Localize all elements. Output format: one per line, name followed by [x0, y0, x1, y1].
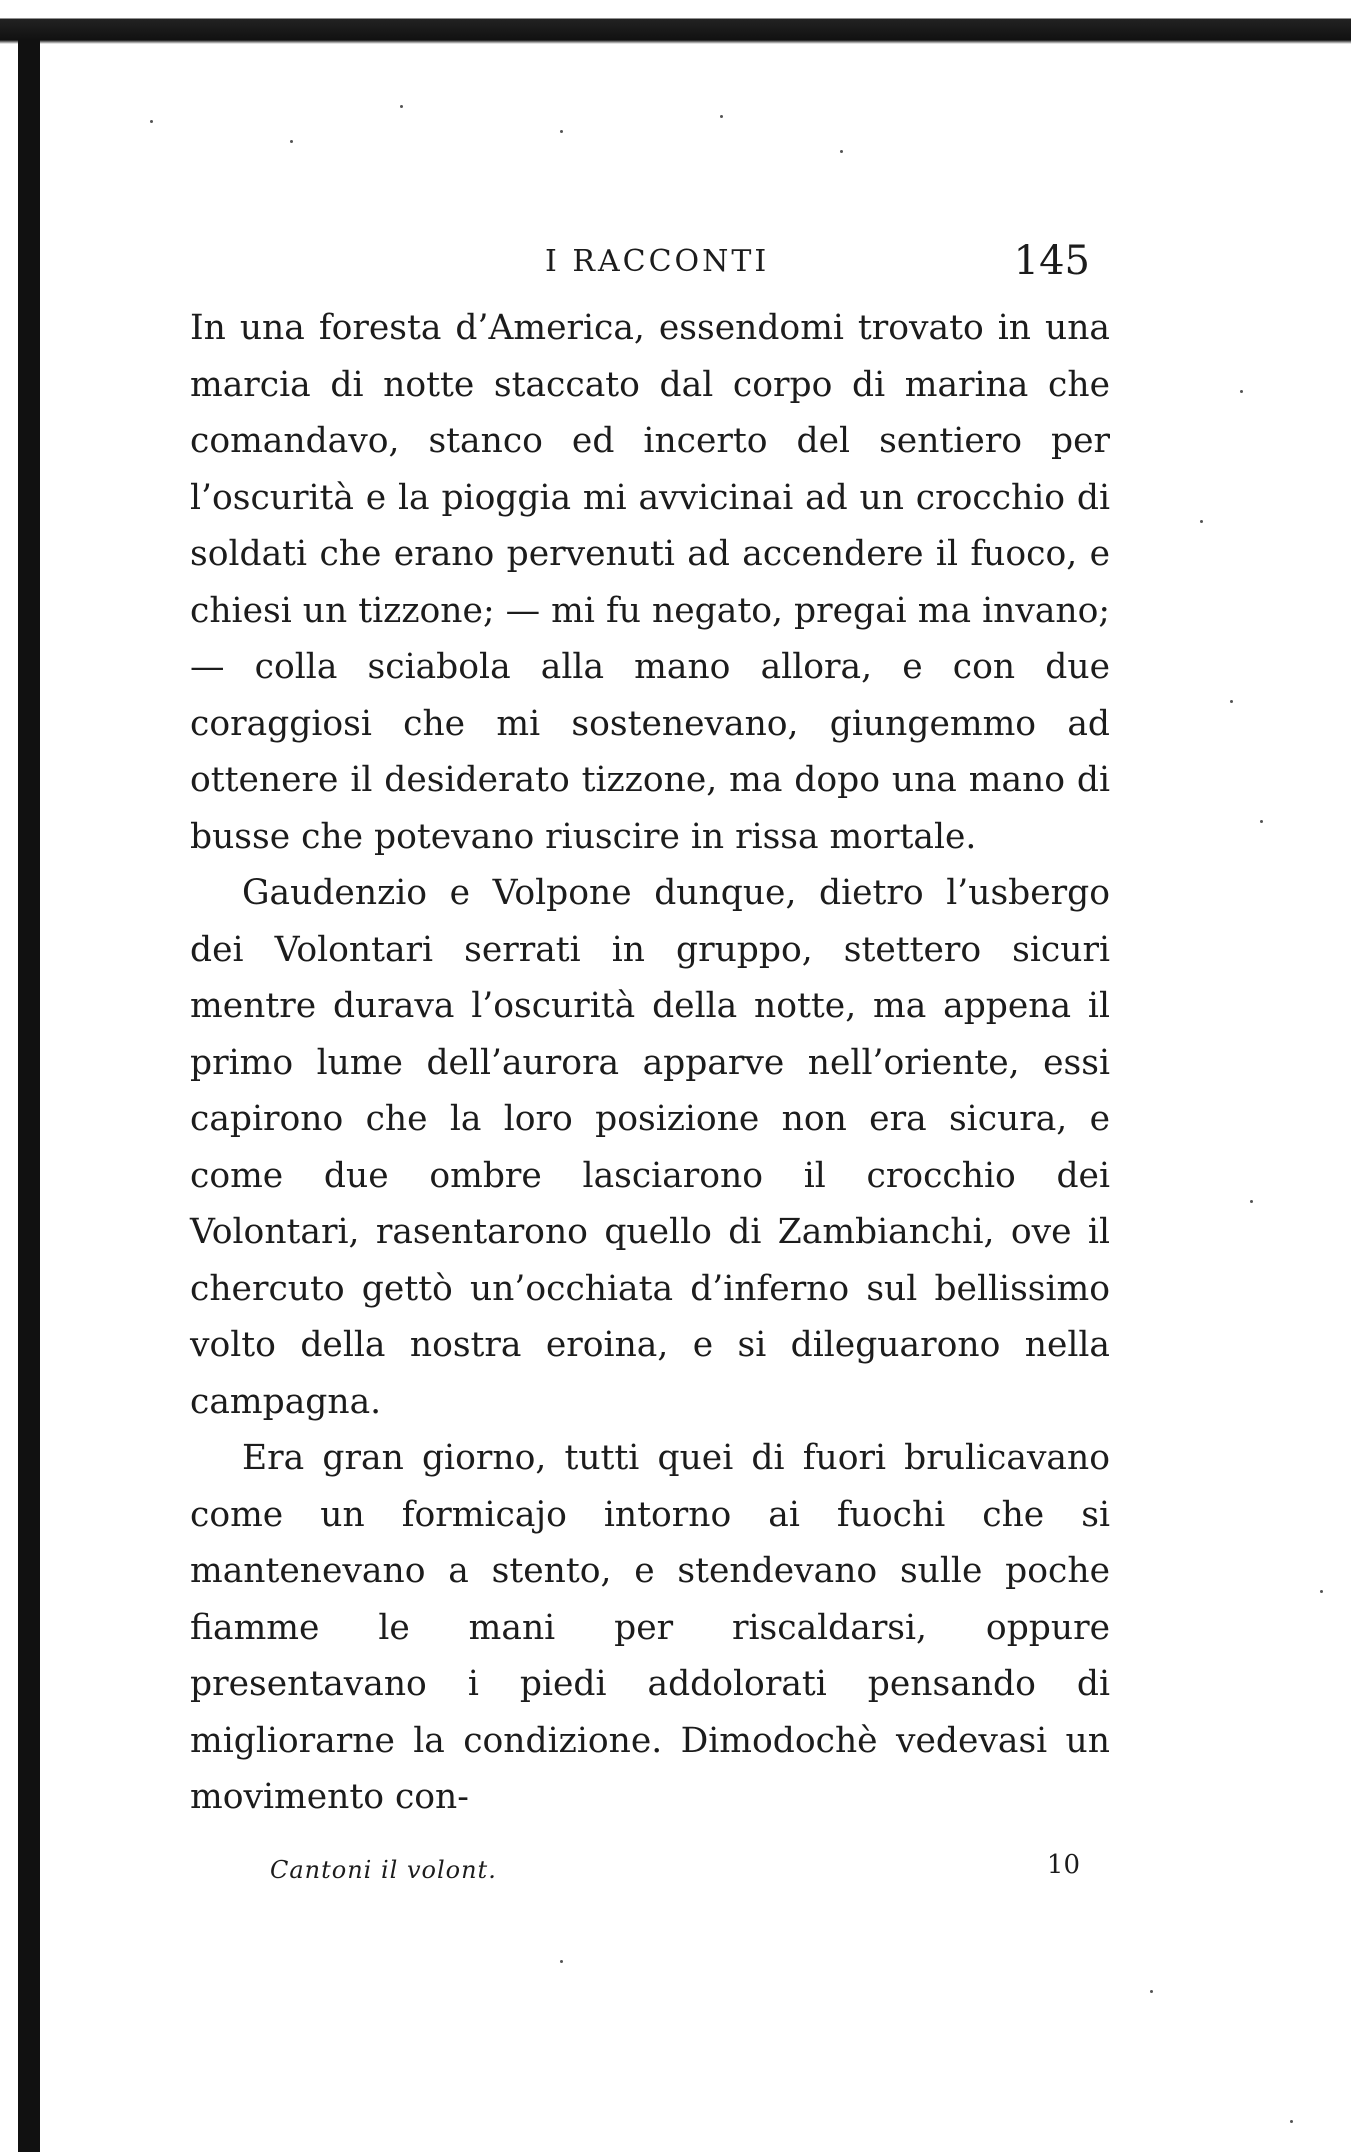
signature-number: 10 — [1046, 1850, 1080, 1880]
paragraph-3: Era gran giorno, tutti quei di fuori brulicavano come un formicajo intorno ai fuochi che si mantenevano a stento, e stendevano sulle poche fiamme le mani per riscaldarsi, oppure presentavano i piedi addolorati pensando di migliorarne la condizione. Dimodochè vedevasi un movimento con- — [190, 1438, 1110, 1817]
scan-speck — [1240, 390, 1243, 393]
page-footer — [190, 1850, 1080, 1890]
scan-speck — [1150, 1990, 1153, 1993]
scan-speck — [560, 130, 563, 133]
page-header — [190, 238, 1090, 298]
page-number: 145 — [1013, 238, 1090, 284]
body-text — [190, 300, 1110, 1826]
book-spine-shadow — [18, 40, 40, 2152]
scan-speck — [560, 1960, 563, 1963]
scan-speck — [150, 120, 153, 123]
scan-speck — [1230, 700, 1233, 703]
scan-speck — [400, 105, 403, 108]
scan-speck — [1260, 820, 1263, 823]
scan-speck — [720, 115, 723, 118]
paragraph-2: Gaudenzio e Volpone dunque, dietro l’usbergo dei Volontari serrati in gruppo, stettero sicuri mentre durava l’oscurità della notte, ma appena il primo lume dell’aurora apparve nell’oriente, essi capirono che la loro posizione non era sicura, e come due ombre lasciarono il crocchio dei Volontari, rasentarono quello di Zambianchi, ove il chercuto gettò un’occhiata d’inferno sul bellissimo volto della nostra eroina, e si dileguarono nella campagna. — [190, 873, 1110, 1422]
scan-speck — [840, 150, 843, 153]
scan-speck — [1200, 520, 1203, 523]
printer-signature: Cantoni il volont. — [270, 1856, 497, 1884]
scan-speck — [1250, 1200, 1253, 1203]
page-top-edge — [0, 0, 1351, 48]
scan-speck — [1320, 1590, 1323, 1593]
scan-speck — [290, 140, 293, 143]
running-title: I RACCONTI — [545, 244, 770, 279]
scan-speck — [1290, 2120, 1293, 2123]
paragraph-1: In una foresta d’America, essendomi trovato in una marcia di notte staccato dal corpo di marina che comandavo, stanco ed incerto del sentiero per l’oscurità e la pioggia mi avvicinai ad un crocchio di soldati che erano pervenuti ad accendere il fuoco, e chiesi un tizzone; — mi fu negato, pregai ma invano; — colla sciabola alla mano allora, e con due coraggiosi che mi sostenevano, giungemmo ad ottenere il desiderato tizzone, ma dopo una mano di busse che potevano riuscire in rissa mortale. — [190, 308, 1110, 857]
